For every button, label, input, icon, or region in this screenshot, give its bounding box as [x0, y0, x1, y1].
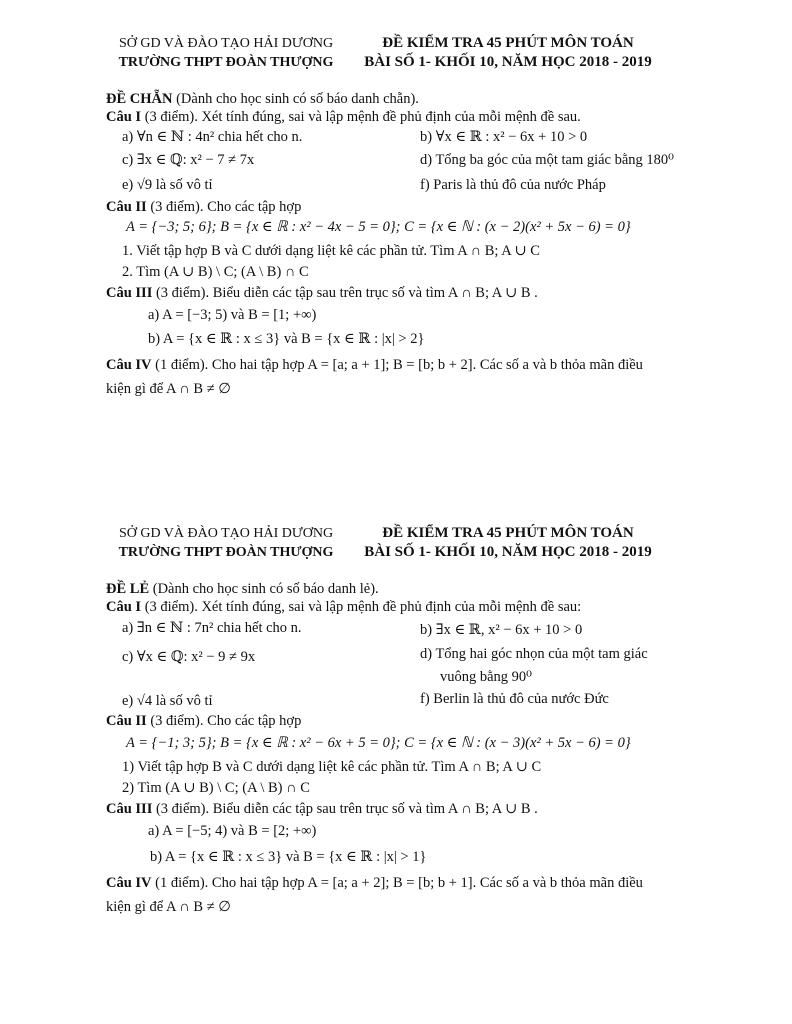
variant-note: (Dành cho học sinh có số báo danh lẻ).	[152, 581, 379, 597]
q4-label: Câu IV	[106, 875, 152, 891]
q1-item-f: f) Berlin là thủ đô của nước Đức	[420, 691, 609, 707]
school-header	[106, 524, 346, 562]
q1-item-e: e) √4 là số vô tỉ	[122, 693, 213, 709]
q2-part-2: 2. Tìm (A ∪ B) \ C; (A \ B) ∩ C	[122, 264, 309, 280]
q4-text-continued: kiện gì để A ∩ B ≠ ∅	[106, 381, 231, 397]
q4-text: (1 điểm). Cho hai tập hợp A = [a; a + 2]; B = [b; b + 1]. Các số a và b thỏa mãn điều	[155, 875, 643, 891]
question-2	[106, 712, 301, 730]
q1-item-c: c) ∀x ∈ ℚ: x² − 9 ≠ 9x	[122, 649, 256, 665]
q2-sets: A = {−1; 3; 5}; B = {x ∈ ℝ : x² − 6x + 5 = 0}; C = {x ∈ ℕ : (x − 3)(x² + 5x − 6) = 0}	[126, 735, 631, 751]
variant-label: ĐỀ CHẴN	[106, 91, 173, 107]
q2-label: Câu II	[106, 713, 147, 729]
school-dept: SỞ GD VÀ ĐÀO TẠO HẢI DƯƠNG	[118, 36, 334, 51]
q1-item-d: d) Tổng ba góc của một tam giác bằng 180⁰	[420, 152, 674, 168]
q1-item-d: d) Tổng hai góc nhọn của một tam giác	[420, 646, 648, 662]
exam-header	[352, 34, 664, 72]
q1-text: (3 điểm). Xét tính đúng, sai và lập mệnh đề phủ định của mỗi mệnh đề sau:	[144, 599, 582, 615]
q3-part-b: b) A = {x ∈ ℝ : x ≤ 3} và B = {x ∈ ℝ : |x| > 1}	[150, 849, 427, 865]
variant-line	[106, 580, 379, 598]
variant-label: ĐỀ LẺ	[106, 581, 150, 597]
q4-text-continued: kiện gì để A ∩ B ≠ ∅	[106, 899, 231, 915]
q3-label: Câu III	[106, 285, 153, 301]
q3-part-b: b) A = {x ∈ ℝ : x ≤ 3} và B = {x ∈ ℝ : |x| > 2}	[148, 331, 425, 347]
q2-label: Câu II	[106, 199, 147, 215]
school-name: TRƯỜNG THPT ĐOÀN THƯỢNG	[118, 545, 334, 560]
q2-text: (3 điểm). Cho các tập hợp	[150, 199, 302, 215]
question-1	[106, 598, 581, 616]
exam-subtitle: BÀI SỐ 1- KHỐI 10, NĂM HỌC 2018 - 2019	[364, 544, 652, 560]
q1-item-d-continued: vuông bằng 90⁰	[440, 669, 532, 685]
exam-title: ĐỀ KIỂM TRA 45 PHÚT MÔN TOÁN	[382, 525, 634, 541]
question-1	[106, 108, 581, 126]
school-dept: SỞ GD VÀ ĐÀO TẠO HẢI DƯƠNG	[118, 526, 334, 541]
question-3	[106, 800, 538, 818]
exam-subtitle: BÀI SỐ 1- KHỐI 10, NĂM HỌC 2018 - 2019	[364, 54, 652, 70]
q1-item-a: a) ∀n ∈ ℕ : 4n² chia hết cho n.	[122, 129, 303, 145]
q3-text: (3 điểm). Biểu diễn các tập sau trên trục số và tìm A ∩ B; A ∪ B .	[155, 801, 538, 817]
q1-item-b: b) ∀x ∈ ℝ : x² − 6x + 10 > 0	[420, 129, 588, 145]
question-4	[106, 356, 643, 374]
q1-item-e: e) √9 là số vô tỉ	[122, 177, 213, 193]
q4-text: (1 điểm). Cho hai tập hợp A = [a; a + 1]; B = [b; b + 2]. Các số a và b thỏa mãn điều	[155, 357, 643, 373]
q3-text: (3 điểm). Biểu diễn các tập sau trên trục số và tìm A ∩ B; A ∪ B .	[155, 285, 538, 301]
exam-title: ĐỀ KIỂM TRA 45 PHÚT MÔN TOÁN	[382, 35, 634, 51]
q1-label: Câu I	[106, 599, 142, 615]
q2-text: (3 điểm). Cho các tập hợp	[150, 713, 302, 729]
q1-item-b: b) ∃x ∈ ℝ, x² − 6x + 10 > 0	[420, 622, 583, 638]
q1-label: Câu I	[106, 109, 142, 125]
q2-part-1: 1. Viết tập hợp B và C dưới dạng liệt kê các phần tử. Tìm A ∩ B; A ∪ C	[122, 243, 540, 259]
exam-header	[352, 524, 664, 562]
school-header	[106, 34, 346, 72]
q1-item-c: c) ∃x ∈ ℚ: x² − 7 ≠ 7x	[122, 152, 255, 168]
question-2	[106, 198, 301, 216]
q3-part-a: a) A = [−5; 4) và B = [2; +∞)	[148, 823, 317, 839]
variant-note: (Dành cho học sinh có số báo danh chẵn).	[176, 91, 419, 107]
school-name: TRƯỜNG THPT ĐOÀN THƯỢNG	[118, 55, 334, 70]
question-4	[106, 874, 643, 892]
q1-item-f: f) Paris là thủ đô của nước Pháp	[420, 177, 606, 193]
q1-item-a: a) ∃n ∈ ℕ : 7n² chia hết cho n.	[122, 620, 302, 636]
q2-part-1: 1) Viết tập hợp B và C dưới dạng liệt kê các phần tử. Tìm A ∩ B; A ∪ C	[122, 759, 542, 775]
question-3	[106, 284, 538, 302]
variant-line	[106, 90, 419, 108]
q4-label: Câu IV	[106, 357, 152, 373]
q3-label: Câu III	[106, 801, 153, 817]
q3-part-a: a) A = [−3; 5) và B = [1; +∞)	[148, 307, 317, 323]
q2-part-2: 2) Tìm (A ∪ B) \ C; (A \ B) ∩ C	[122, 780, 310, 796]
q1-text: (3 điểm). Xét tính đúng, sai và lập mệnh đề phủ định của mỗi mệnh đề sau.	[144, 109, 581, 125]
q2-sets: A = {−3; 5; 6}; B = {x ∈ ℝ : x² − 4x − 5 = 0}; C = {x ∈ ℕ : (x − 2)(x² + 5x − 6) = 0}	[126, 219, 631, 235]
